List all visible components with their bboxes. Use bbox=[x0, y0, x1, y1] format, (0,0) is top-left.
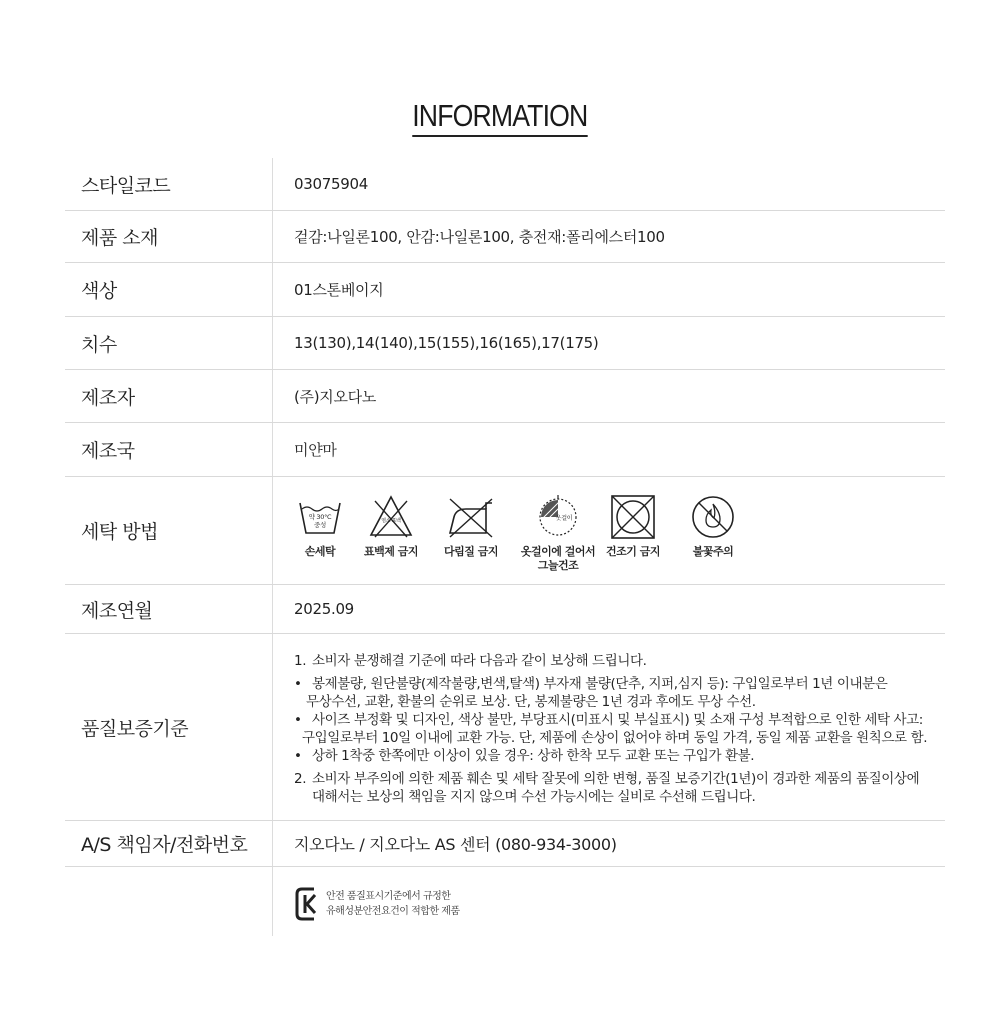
quality-bullet-1 bbox=[294, 675, 945, 693]
hang-dry-icon-text: 옷걸이 bbox=[555, 515, 573, 522]
quality-text bbox=[273, 634, 945, 820]
care-no-bleach bbox=[356, 493, 426, 559]
material-label: 제품 소재 bbox=[81, 227, 158, 249]
material-value: 겉감:나일론100, 안감:나일론100, 충전재:폴리에스터100 bbox=[294, 228, 665, 246]
care-no-iron bbox=[436, 493, 506, 559]
hand-wash-label: 손세탁 bbox=[304, 545, 336, 558]
color-value: 01스톤베이지 bbox=[294, 281, 384, 299]
country-value: 미얀마 bbox=[294, 441, 337, 459]
bullet-2: • bbox=[294, 712, 302, 728]
row-date bbox=[65, 585, 945, 634]
page-title-wrap bbox=[0, 98, 1000, 137]
hang-dry-label-line1: 옷걸이에 걸어서 bbox=[520, 545, 596, 558]
row-color bbox=[65, 263, 945, 317]
date-label: 제조연월 bbox=[81, 599, 153, 622]
quality-bullet-3 bbox=[294, 747, 945, 765]
hand-wash-icon-text-1: 약 30°C bbox=[308, 513, 332, 521]
kc-certification bbox=[294, 867, 460, 923]
date-value: 2025.09 bbox=[294, 600, 354, 618]
row-material bbox=[65, 211, 945, 263]
no-dryer-label: 건조기 금지 bbox=[606, 545, 660, 558]
style-code-label: 스타일코드 bbox=[81, 174, 171, 197]
row-quality bbox=[65, 634, 945, 821]
hand-wash-icon bbox=[298, 493, 342, 541]
no-bleach-icon-text: 염소 표백 bbox=[381, 518, 401, 524]
kc-text-line1: 안전 품질표시기준에서 규정한 bbox=[326, 891, 451, 902]
no-bleach-icon bbox=[369, 493, 413, 541]
bullet-2-line-1: 사이즈 부정확 및 디자인, 색상 불만, 부당표시(미표시 및 부실표시) 및 소재 구성 부적합으로 인한 세탁 사고: bbox=[312, 712, 923, 728]
quality-label: 품질보증기준 bbox=[81, 717, 189, 740]
page-title: INFORMATION bbox=[412, 98, 587, 137]
quality-bullet-1-cont bbox=[294, 693, 945, 711]
row-country bbox=[65, 423, 945, 477]
care-hand-wash bbox=[290, 493, 350, 559]
bullet-3-text: 상하 1착중 한쪽에만 이상이 있을 경우: 상하 한착 모두 교환 또는 구입가 환불. bbox=[312, 748, 755, 764]
quality-number-2: 2. bbox=[294, 771, 307, 787]
quality-item-2-line-1: 소비자 부주의에 의한 제품 훼손 및 세탁 잘못에 의한 변형, 품질 보증기간(1년)이 경과한 제품의 품질이상에 bbox=[312, 771, 920, 787]
hang-dry-icon bbox=[535, 493, 581, 541]
care-icons bbox=[273, 477, 945, 584]
no-iron-label: 다림질 금지 bbox=[444, 545, 498, 558]
bullet-1-line-2: 무상수선, 교환, 환불의 순위로 보상. 단, 봉제불량은 1년 경과 후에도 무상 수선. bbox=[306, 694, 756, 710]
row-as bbox=[65, 821, 945, 867]
no-dryer-icon bbox=[610, 493, 656, 541]
quality-item-2-line-2: 대해서는 보상의 책임을 지지 않으며 수선 가능시에는 실비로 수선해 드립니다. bbox=[312, 789, 756, 805]
size-label: 치수 bbox=[81, 333, 117, 356]
bullet-3: • bbox=[294, 748, 302, 764]
style-code-value: 03075904 bbox=[294, 175, 368, 193]
no-iron-icon bbox=[446, 493, 496, 541]
row-style-code bbox=[65, 158, 945, 211]
info-table bbox=[65, 158, 945, 937]
quality-bullet-2-cont bbox=[294, 729, 945, 747]
bullet-2-line-2: 구입일로부터 10일 이내에 교환 가능. 단, 제품에 손상이 없어야 하며 동일 가격, 동일 제품 교환을 원칙으로 함. bbox=[302, 730, 928, 746]
row-washing bbox=[65, 477, 945, 585]
hang-dry-label-line2: 그늘건조 bbox=[537, 559, 579, 572]
hand-wash-icon-text-2: 중성 bbox=[314, 521, 326, 529]
row-manufacturer bbox=[65, 370, 945, 423]
as-label: A/S 책임자/전화번호 bbox=[81, 834, 248, 856]
care-fire bbox=[678, 493, 748, 559]
bullet-1-line-1: 봉제불량, 원단불량(제작불량,변색,탈색) 부자재 불량(단추, 지퍼,심지 등): 구입일로부터 1년 이내분은 bbox=[312, 676, 888, 692]
washing-label: 세탁 방법 bbox=[81, 521, 158, 543]
quality-item-2-cont bbox=[294, 788, 945, 806]
size-value: 13(130),14(140),15(155),16(165),17(175) bbox=[294, 334, 599, 352]
fire-caution-icon bbox=[690, 493, 736, 541]
kc-text-line2: 유해성분안전요건이 적합한 제품 bbox=[326, 906, 460, 917]
country-label: 제조국 bbox=[81, 440, 135, 462]
manufacturer-value: (주)지오다노 bbox=[294, 387, 377, 406]
quality-number-1: 1. bbox=[294, 653, 307, 669]
row-size bbox=[65, 317, 945, 370]
color-label: 색상 bbox=[81, 280, 117, 302]
kc-label-empty bbox=[65, 867, 273, 937]
fire-caution-label: 불꽃주의 bbox=[692, 545, 734, 558]
row-kc bbox=[65, 867, 945, 937]
care-no-dryer bbox=[598, 493, 668, 559]
kc-mark-icon bbox=[294, 885, 320, 923]
manufacturer-label: 제조자 bbox=[81, 386, 135, 409]
bullet-1: • bbox=[294, 676, 302, 692]
quality-item-1-text: 소비자 분쟁해결 기준에 따라 다음과 같이 보상해 드립니다. bbox=[312, 653, 647, 669]
kc-cell bbox=[273, 867, 945, 937]
quality-item-1 bbox=[294, 652, 945, 670]
quality-bullet-2 bbox=[294, 711, 945, 729]
care-hang-dry bbox=[513, 493, 603, 573]
quality-item-2 bbox=[294, 770, 945, 788]
no-bleach-label: 표백제 금지 bbox=[364, 545, 418, 558]
as-value: 지오다노 / 지오다노 AS 센터 (080-934-3000) bbox=[294, 835, 617, 854]
